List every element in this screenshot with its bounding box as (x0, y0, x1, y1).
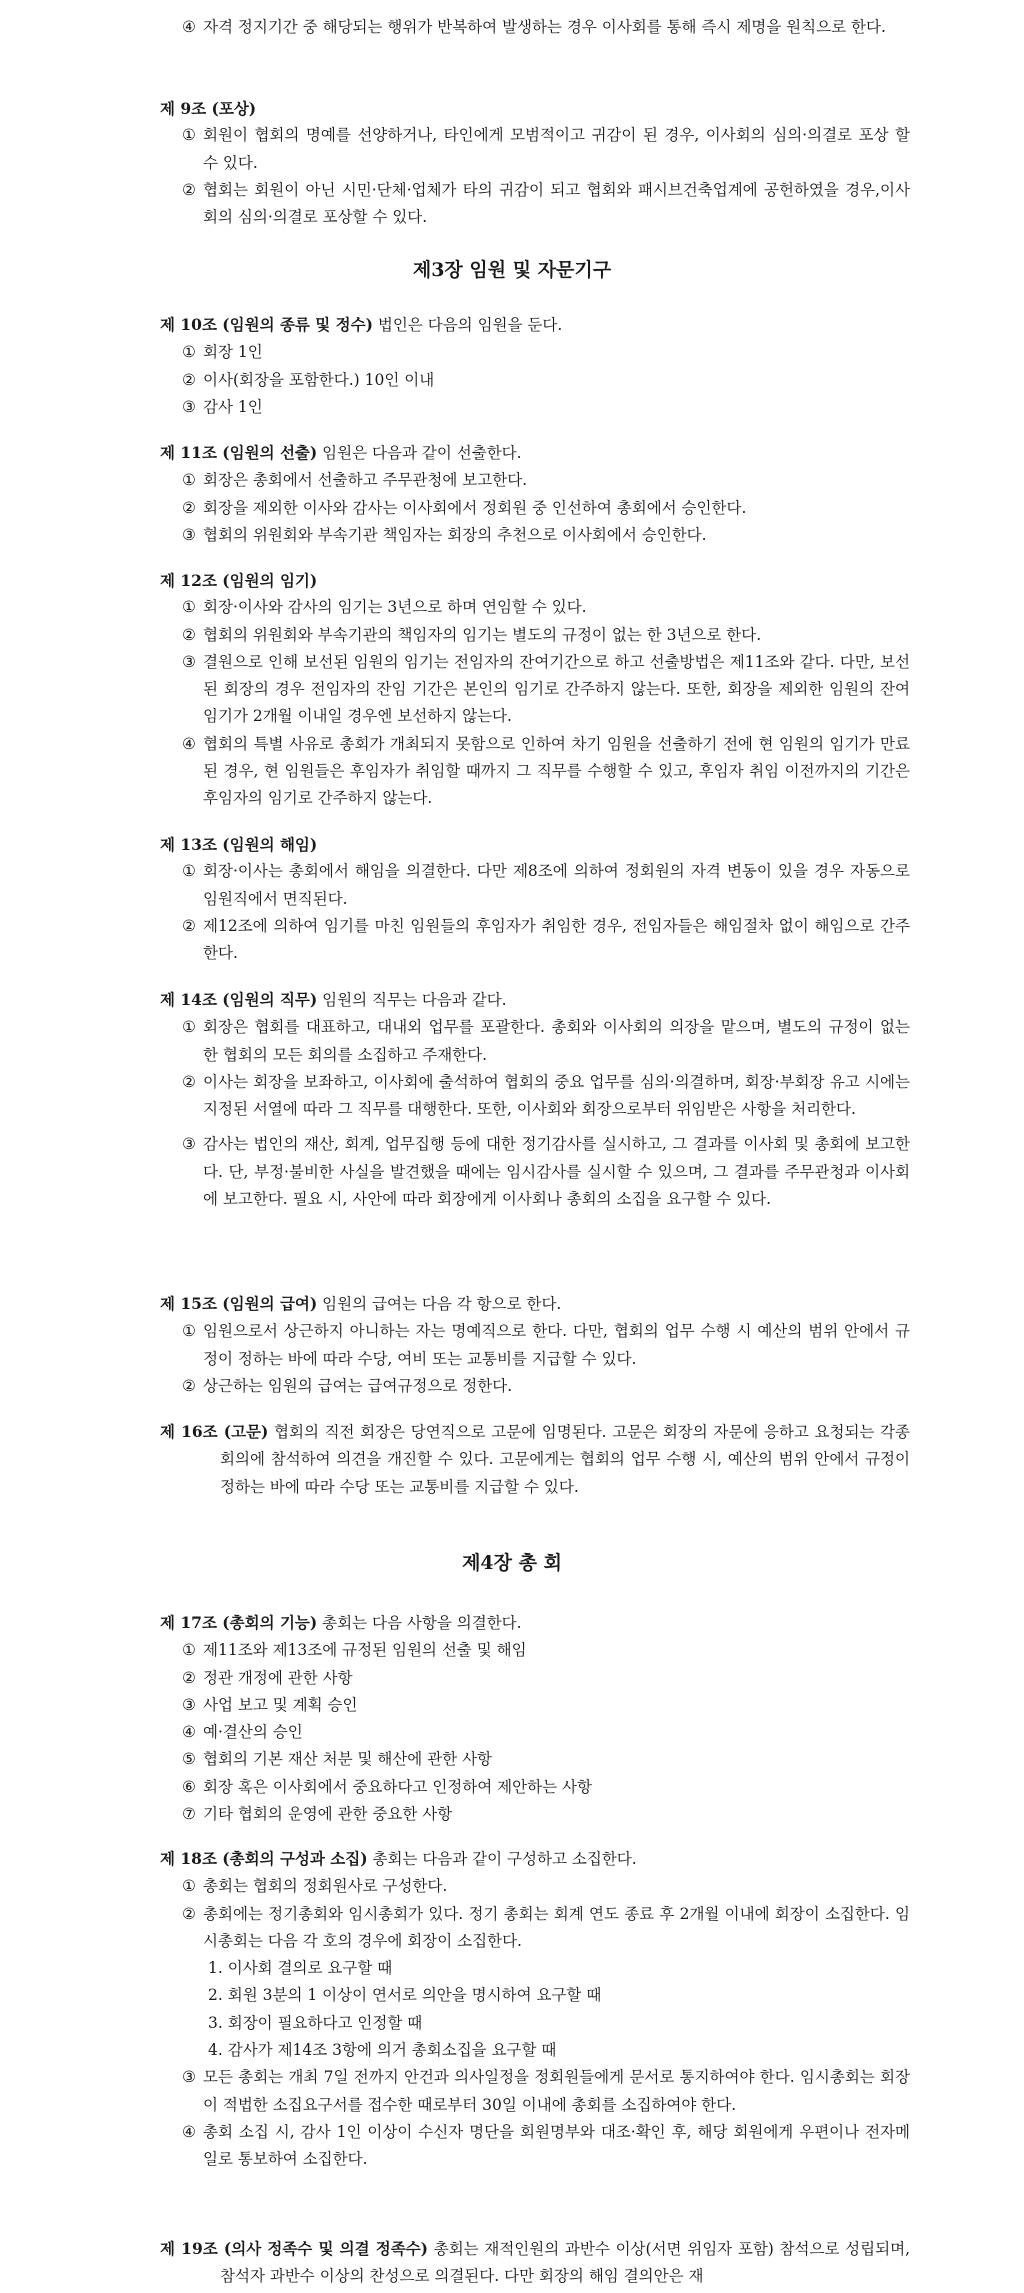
clause-item: ② 회장을 제외한 이사와 감사는 이사회에서 정회원 중 인선하여 총회에서 승인한다. (182, 498, 747, 517)
article-title: 제 9조 (포상) (160, 99, 257, 118)
sub-item: 2. 회원 3분의 1 이상이 연서로 의안을 명시하여 요구할 때 (208, 1986, 602, 2005)
clause-item: ① 회장 1인 (182, 343, 263, 362)
article-title: 제 12조 (임원의 임기) (160, 571, 318, 590)
clause-item: ③ 감사는 법인의 재산, 회계, 업무집행 등에 대한 정기감사를 실시하고, 그 결과를 이사회 및 총회에 보고한다. 단, 부정·불비한 사실을 발견했을 때에는 임시감사를 실시할 수 있으며, 그 결과를 주무관청과 이사회에 보고한다. 필요 시, 사안에 따라 회장에게 이사회나 총회의 소집을 요구할 수 있다. (182, 1135, 910, 1209)
article-title: 제 19조 (의사 정족수 및 의결 정족수) (160, 2239, 428, 2258)
article-14: 제 14조 (임원의 직무) 임원의 직무는 다음과 같다. ① 회장은 협회를 대표하고, 대내외 업무를 포괄한다. 총회와 이사회의 의장을 맡으며, 별도의 규정이 없는 한 협회의 모든 회의를 소집하고 주재한다. ② 이사는 회장을 보좌하고, 이사회에 출석하여 협회의 중요 업무를 심의·의결하며, 회장·부회장 유고 시에는 지정된 서열에 따라 그 직무를 대행한다. 또한, 이사회와 회장으로부터 위임받은 사항을 처리한다. ③ 감사는 법인의 재산, 회계, 업무집행 등에 대한 정기감사를 실시하고, 그 결과를 이사회 및 총회에 보고한다. 단, 부정·불비한 사실을 발견했을 때에는 임시감사를 실시할 수 있으며, 그 결과를 주무관청과 이사회에 보고한다. 필요 시, 사안에 따라 회장에게 이사회나 총회의 소집을 요구할 수 있다. (160, 986, 910, 1213)
article-8-continuation (160, 14, 910, 41)
clause-item: ③ 사업 보고 및 계획 승인 (182, 1695, 358, 1714)
clause-item: ④ 총회 소집 시, 감사 1인 이상이 수신자 명단을 회원명부와 대조·확인 후, 해당 회원에게 우편이나 전자메일로 통보하여 소집한다. (182, 2122, 910, 2169)
clause-item: ③ 감사 1인 (182, 397, 263, 416)
clause-item: ② 상근하는 임원의 급여는 급여규정으로 정한다. (182, 1376, 513, 1395)
article-16: 제 16조 (고문) 협회의 직전 회장은 당연직으로 고문에 임명된다. 고문은 회장의 자문에 응하고 요청되는 각종 회의에 참석하여 의견을 개진할 수 있다. 고문에게는 협회의 업무 수행 시, 예산의 범위 안에서 규정이 정하는 바에 따라 수당 또는 교통비를 지급할 수 있다. (160, 1422, 910, 1496)
clause-item: ④ 예·결산의 승인 (182, 1723, 303, 1742)
article-15: 제 15조 (임원의 급여) 임원의 급여는 다음 각 항으로 한다. ① 임원으로서 상근하지 아니하는 자는 명예직으로 한다. 다만, 협회의 업무 수행 시 예산의 범위 안에서 규정이 정하는 바에 따라 수당, 여비 또는 교통비를 지급할 수 있다. ② 상근하는 임원의 급여는 급여규정으로 정한다. (160, 1290, 910, 1400)
article-13 (160, 831, 910, 967)
clause-item: ① 회장·이사는 총회에서 해임을 의결한다. 다만 제8조에 의하여 정회원의 자격 변동이 있을 경우 자동으로 임원직에서 면직된다. (182, 862, 910, 908)
article-title: 제 16조 (고문) (160, 1422, 269, 1441)
clause-item: ② 총회에는 정기총회와 임시총회가 있다. 정기 총회는 회계 연도 종료 후 2개월 이내에 회장이 소집한다. 임시총회는 다음 각 호의 경우에 회장이 소집한다. (182, 1904, 910, 1950)
clause-item: ① 제11조와 제13조에 규정된 임원의 선출 및 해임 (182, 1641, 527, 1660)
article-title: 제 14조 (임원의 직무) (160, 990, 318, 1009)
clause-item: ③ 모든 총회는 개최 7일 전까지 안건과 의사일정을 정회원들에게 문서로 통지하여야 한다. 임시총회는 회장이 적법한 소집요구서를 접수한 때로부터 30일 이내에 총회를 소집하여야 한다. (182, 2068, 910, 2114)
clause-item: ② 정관 개정에 관한 사항 (182, 1668, 353, 1687)
sub-item: 4. 감사가 제14조 3항에 의거 총회소집을 요구할 때 (208, 2041, 557, 2060)
clause-item: ⑤ 협회의 기본 재산 처분 및 해산에 관한 사항 (182, 1750, 493, 1769)
clause-item: ① 회장은 총회에서 선출하고 주무관청에 보고한다. (182, 471, 528, 490)
article-title: 제 11조 (임원의 선출) (160, 443, 318, 462)
clause-item: ② 제12조에 의하여 임기를 마친 임원들의 후임자가 취임한 경우, 전임자들은 해임절차 없이 해임으로 간주한다. (182, 916, 910, 963)
clause-item: ② 이사는 회장을 보좌하고, 이사회에 출석하여 협회의 중요 업무를 심의·의결하며, 회장·부회장 유고 시에는 지정된 서열에 따라 그 직무를 대행한다. 또한, 이사회와 회장으로부터 위임받은 사항을 처리한다. (182, 1072, 910, 1119)
article-title: 제 18조 (총회의 구성과 소집) (160, 1849, 368, 1868)
article-10: 제 10조 (임원의 종류 및 정수) 법인은 다음의 임원을 둔다. ① 회장 1인 ② 이사(회장을 포함한다.) 10인 이내 ③ 감사 1인 (160, 311, 910, 421)
clause-item: ① 총회는 협회의 정회원사로 구성한다. (182, 1877, 448, 1896)
article-11: 제 11조 (임원의 선출) 임원은 다음과 같이 선출한다. ① 회장은 총회에서 선출하고 주무관청에 보고한다. ② 회장을 제외한 이사와 감사는 이사회에서 정회원 중 인선하여 총회에서 승인한다. ③ 협회의 위원회와 부속기관 책임자는 회장의 추천으로 이사회에서 승인한다. (160, 439, 910, 549)
article-19: 제 19조 (의사 정족수 및 의결 정족수) 총회는 재적인원의 과반수 이상(서면 위임자 포함) 참석으로 성립되며, 참석자 과반수 이상의 찬성으로 의결된다. 다만 회장의 해임 결의안은 재 (160, 2239, 910, 2286)
clause-item: ⑥ 회장 혹은 이사회에서 중요하다고 인정하여 제안하는 사항 (182, 1777, 592, 1796)
clause-item: ① 회원이 협회의 명예를 선양하거나, 타인에게 모범적이고 귀감이 된 경우, 이사회의 심의·의결로 포상 할 수 있다. (182, 126, 910, 172)
clause-item: ③ 결원으로 인해 보선된 임원의 임기는 전임자의 잔여기간으로 하고 선출방법은 제11조와 같다. 다만, 보선된 회장의 경우 전임자의 잔임 기간은 본인의 임기로 간주하지 않는다. 또한, 회장을 제외한 임원의 잔여 임기가 2개월 이내일 경우엔 보선하지 않는다. (182, 652, 910, 726)
article-title: 제 15조 (임원의 급여) (160, 1294, 318, 1313)
clause-item: ① 회장·이사와 감사의 임기는 3년으로 하며 연임할 수 있다. (182, 598, 587, 617)
clause-item: ③ 협회의 위원회와 부속기관 책임자는 회장의 추천으로 이사회에서 승인한다. (182, 525, 707, 544)
clause-item: ① 임원으로서 상근하지 아니하는 자는 명예직으로 한다. 다만, 협회의 업무 수행 시 예산의 범위 안에서 규정이 정하는 바에 따라 수당, 여비 또는 교통비를 지급할 수 있다. (182, 1322, 910, 1368)
article-9 (160, 95, 910, 231)
clause-item: ⑦ 기타 협회의 운영에 관한 중요한 사항 (182, 1805, 453, 1824)
clause-item: ① 회장은 협회를 대표하고, 대내외 업무를 포괄한다. 총회와 이사회의 의장을 맡으며, 별도의 규정이 없는 한 협회의 모든 회의를 소집하고 주재한다. (182, 1018, 910, 1064)
clause-item: ② 협회는 회원이 아닌 시민·단체·업체가 타의 귀감이 되고 협회와 패시브건축업계에 공헌하였을 경우,이사회의 심의·의결로 포상할 수 있다. (182, 180, 910, 227)
chapter-3-heading: 제3장 임원 및 자문기구 (412, 259, 612, 281)
clause-item: ④ 협회의 특별 사유로 총회가 개최되지 못함으로 인하여 차기 임원을 선출하기 전에 현 임원의 임기가 만료된 경우, 현 임원들은 후임자가 취임할 때까지 그 직무를 수행할 수 있고, 후임자 취임 이전까지의 기간은 후임자의 임기로 간주하지 않는다. (182, 734, 910, 808)
article-12 (160, 567, 910, 813)
clause-item: ④ 자격 정지기간 중 해당되는 행위가 반복하여 발생하는 경우 이사회를 통해 즉시 제명을 원칙으로 한다. (182, 18, 886, 36)
sub-item: 3. 회장이 필요하다고 인정할 때 (208, 2013, 423, 2032)
article-title: 제 13조 (임원의 해임) (160, 835, 318, 854)
article-17: 제 17조 (총회의 기능) 총회는 다음 사항을 의결한다. ① 제11조와 제13조에 규정된 임원의 선출 및 해임 ② 정관 개정에 관한 사항 ③ 사업 보고 및 계획 승인 ④ 예·결산의 승인 ⑤ 협회의 기본 재산 처분 및 해산에 관한 사항 ⑥ 회장 혹은 이사회에서 중요하다고 인정하여 제안하는 사항 ⑦ 기타 협회의 운영에 관한 중요한 사항 (160, 1609, 910, 1828)
article-title: 제 17조 (총회의 기능) (160, 1613, 318, 1632)
sub-item: 1. 이사회 결의로 요구할 때 (208, 1959, 393, 1978)
clause-item: ② 협회의 위원회와 부속기관의 책임자의 임기는 별도의 규정이 없는 한 3년으로 한다. (182, 625, 762, 644)
chapter-4-heading: 제4장 총 회 (462, 1552, 562, 1574)
clause-item: ② 이사(회장을 포함한다.) 10인 이내 (182, 370, 435, 389)
article-18: 제 18조 (총회의 구성과 소집) 총회는 다음과 같이 구성하고 소집한다. ① 총회는 협회의 정회원사로 구성한다. ② 총회에는 정기총회와 임시총회가 있다. 정기 총회는 회계 연도 종료 후 2개월 이내에 회장이 소집한다. 임시총회는 다음 각 호의 경우에 회장이 소집한다. 1. 이사회 결의로 요구할 때 2. 회원 3분의 1 이상이 연서로 의안을 명시하여 요구할 때 3. 회장이 필요하다고 인정할 때 4. 감사가 제14조 3항에 의거 총회소집을 요구할 때 ③ 모든 총회는 개최 7일 전까지 안건과 의사일정을 정회원들에게 문서로 통지하여야 한다. 임시총회는 회장이 적법한 소집요구서를 접수한 때로부터 30일 이내에 총회를 소집하여야 한다. ④ 총회 소집 시, 감사 1인 이상이 수신자 명단을 회원명부와 대조·확인 후, 해당 회원에게 우편이나 전자메일로 통보하여 소집한다. (160, 1845, 910, 2174)
article-title: 제 10조 (임원의 종류 및 정수) (160, 315, 373, 334)
